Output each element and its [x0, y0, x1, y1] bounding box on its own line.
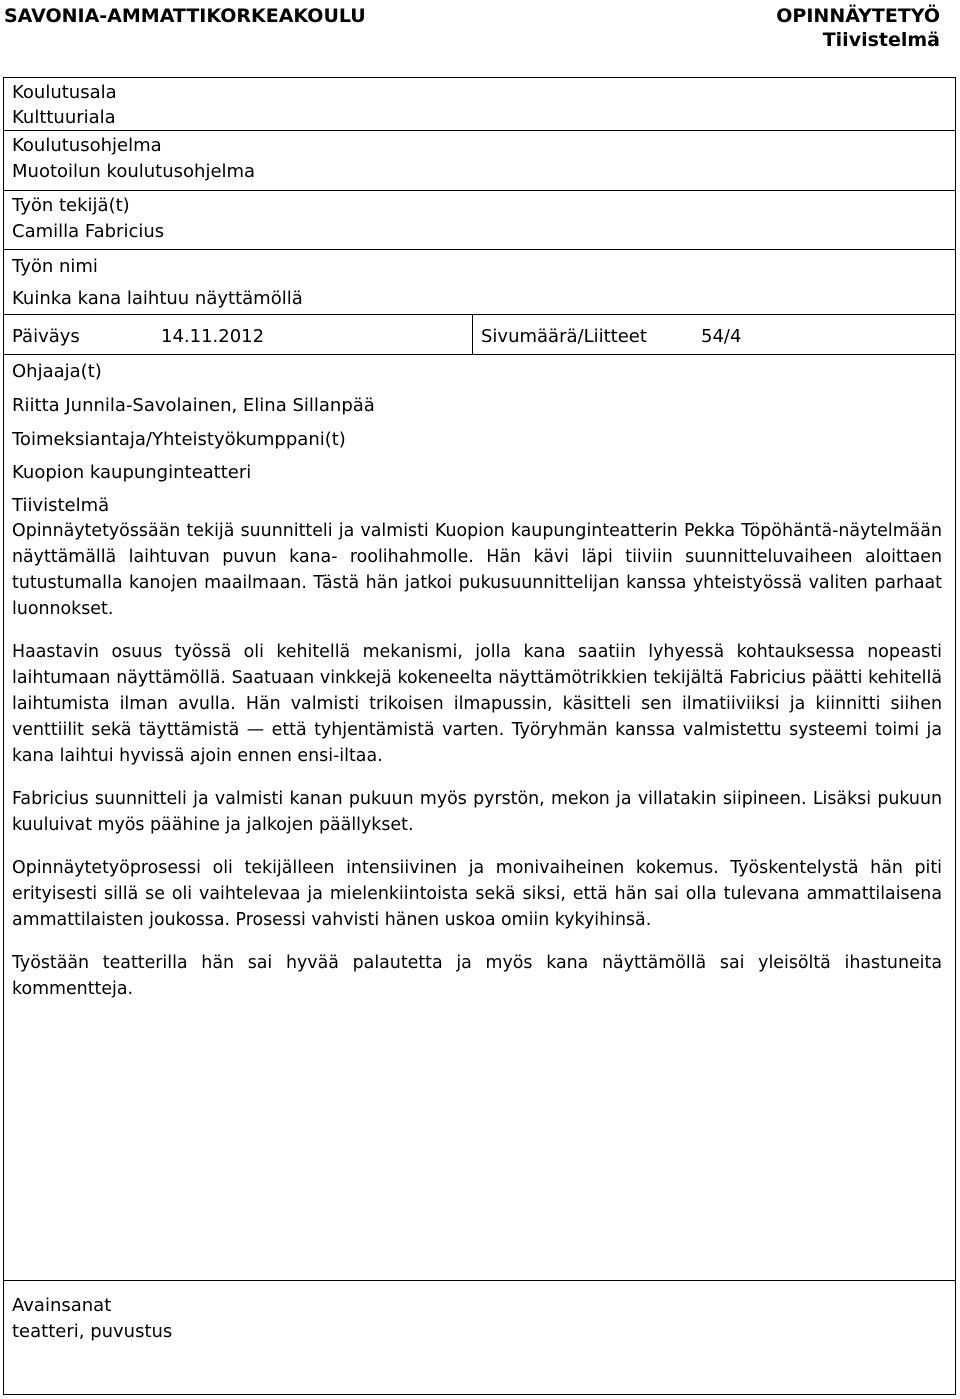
abstract-paragraph: Opinnäytetyöprosessi oli tekijälleen intensiivinen ja monivaiheinen kokemus. Työskentelystä hän piti erityisesti sillä se oli vaihtelevaa ja mielenkiintoista sekä siksi, että hän sai olla tulevana ammattilaisena ammattilaisten joukossa. Prosessi vahvisti hänen uskoa omiin kykyihinsä.: [12, 858, 942, 930]
abstract-form: [3, 77, 956, 1395]
field-value-ohjaaja: Riitta Junnila-Savolainen, Elina Sillanpää: [12, 395, 375, 416]
field-value-tekija: Camilla Fabricius: [12, 221, 165, 242]
abstract-paragraph: Fabricius suunnitteli ja valmisti kanan pukuun myös pyrstön, mekon ja villatakin siipineen. Lisäksi pukuun kuuluivat myös päähine ja jalkojen päällykset.: [12, 789, 942, 835]
divider: [4, 190, 955, 191]
keywords-value: teatteri, puvustus: [12, 1321, 173, 1342]
divider: [4, 249, 955, 250]
abstract-label: Tiivistelmä: [12, 495, 110, 516]
field-label-sivumaara: Sivumäärä/Liitteet: [481, 326, 647, 347]
field-label-koulutusohjelma: Koulutusohjelma: [12, 135, 162, 156]
abstract-paragraph: Työstään teatterilla hän sai hyvää palautetta ja myös kana näyttämöllä sai yleisöltä ihastuneita kommentteja.: [12, 953, 942, 999]
document-type-subtitle: Tiivistelmä: [822, 29, 940, 51]
field-label-paivays: Päiväys: [12, 326, 80, 347]
field-value-paivays: 14.11.2012: [161, 326, 265, 347]
field-value-koulutusala: Kulttuuriala: [12, 107, 116, 128]
field-label-koulutusala: Koulutusala: [12, 82, 117, 103]
field-label-toimeksiantaja: Toimeksiantaja/Yhteistyökumppani(t): [12, 429, 346, 450]
divider: [4, 314, 955, 315]
document-type: [776, 4, 940, 52]
divider: [4, 354, 955, 355]
field-label-tekija: Työn tekijä(t): [12, 195, 130, 216]
abstract-body: [12, 518, 942, 1002]
divider: [4, 1280, 955, 1281]
keywords-label: Avainsanat: [12, 1295, 112, 1316]
field-value-toimeksiantaja: Kuopion kaupunginteatteri: [12, 462, 252, 483]
school-name: SAVONIA-AMMATTIKORKEAKOULU: [4, 5, 366, 27]
abstract-paragraph: Opinnäytetyössään tekijä suunnitteli ja valmisti Kuopion kaupunginteatterin Pekka Töpöhäntä-näytelmään näyttämällä laihtuvan puvun kana- roolihahmolle. Hän kävi läpi tiiviin suunnitteluvaiheen aloittaen tutustumalla kanojen maailmaan. Tästä hän jatkoi pukusuunnittelijan kanssa yhteistyössä valiten parhaat luonnokset.: [12, 521, 942, 619]
field-value-sivumaara: 54/4: [701, 326, 742, 347]
field-label-nimi: Työn nimi: [12, 256, 98, 277]
column-divider: [472, 314, 473, 354]
field-value-nimi: Kuinka kana laihtuu näyttämöllä: [12, 288, 303, 309]
divider: [4, 130, 955, 131]
field-label-ohjaaja: Ohjaaja(t): [12, 361, 102, 382]
field-value-koulutusohjelma: Muotoilun koulutusohjelma: [12, 161, 256, 182]
document-type-title: OPINNÄYTETYÖ: [776, 5, 940, 27]
abstract-paragraph: Haastavin osuus työssä oli kehitellä mekanismi, jolla kana saatiin lyhyessä kohtauksessa nopeasti laihtumaan näyttämöllä. Saatuaan vinkkejä kokeneelta näyttämötrikkien tekijältä Fabricius päätti kehitellä laihtumista ilman avulla. Hän valmisti trikoisen ilmapussin, käsitteli sen ilmatiiviiksi ja kiinnitti siihen venttiilit sekä täyttämistä — että tyhjentämistä varten. Työryhmän kanssa valmistettu systeemi toimi ja kana laihtui hyvissä ajoin ennen ensi-iltaa.: [12, 642, 942, 766]
